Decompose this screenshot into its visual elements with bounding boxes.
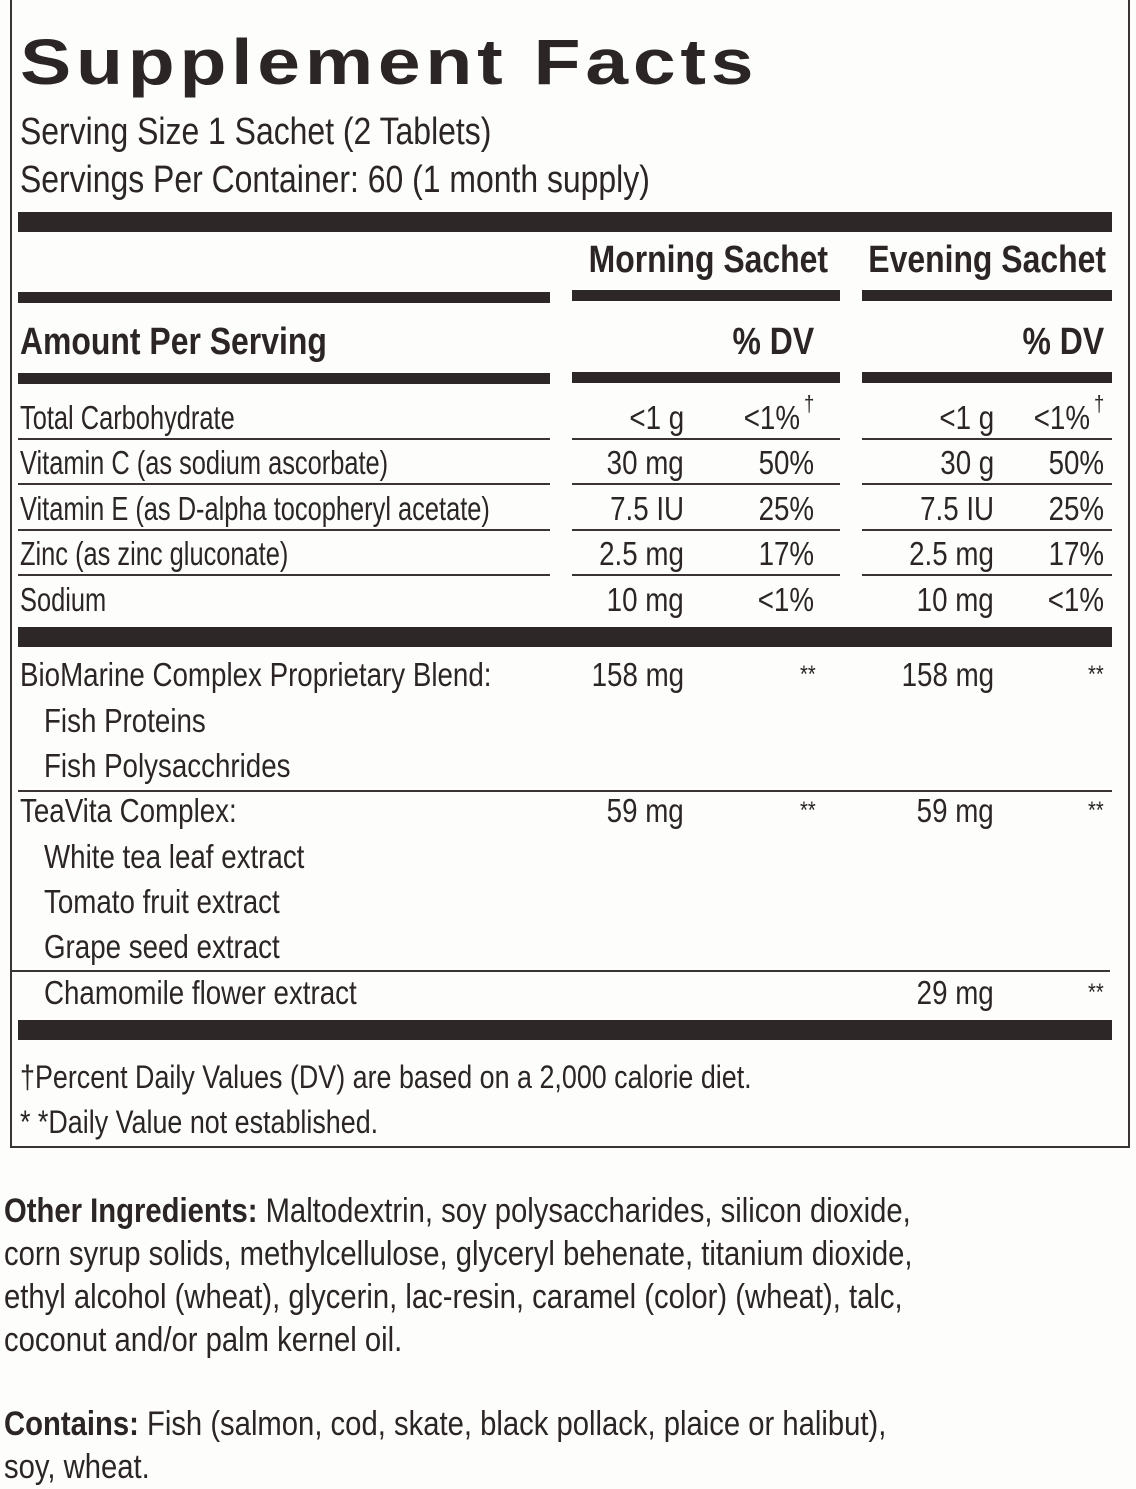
morning-dv: <1% <box>743 399 800 436</box>
row-divider <box>572 574 840 576</box>
nutrient-name: Vitamin E (as D-alpha tocopheryl acetate) <box>20 490 490 527</box>
serving-size: Serving Size 1 Sachet (2 Tablets) <box>20 111 492 153</box>
morning-amount: <1 g <box>629 399 684 436</box>
morning-amount: 2.5 mg <box>599 535 684 572</box>
contains-line: Fish (salmon, cod, skate, black pollack, plaice or halibut), <box>138 1405 887 1443</box>
morning-dv: ** <box>800 661 816 688</box>
row-divider <box>862 574 1112 576</box>
row-divider <box>12 970 1110 972</box>
evening-dv: ** <box>1088 797 1104 824</box>
blend-item: Fish Polysacchrides <box>44 747 291 784</box>
blend-item: Grape seed extract <box>44 928 280 965</box>
chamomile-name: Chamomile flower extract <box>44 974 357 1011</box>
evening-dv: <1% <box>1047 581 1104 618</box>
other-ingredients-line: ethyl alcohol (wheat), glycerin, lac-resin, caramel (color) (wheat), talc, <box>4 1278 903 1316</box>
morning-dv: <1% <box>757 581 814 618</box>
row-divider <box>18 483 550 485</box>
evening-dv: ** <box>1088 979 1104 1006</box>
thick-divider <box>18 1020 1112 1040</box>
evening-amount: 30 g <box>940 444 994 481</box>
divider <box>862 372 1112 383</box>
divider <box>862 290 1112 301</box>
evening-dv: 50% <box>1048 444 1104 481</box>
other-ingredients-line: coconut and/or palm kernel oil. <box>4 1321 403 1359</box>
evening-amount: 10 mg <box>916 581 994 618</box>
evening-dv: ** <box>1088 661 1104 688</box>
other-ingredients-line: Maltodextrin, soy polysaccharides, silicon dioxide, <box>257 1192 911 1230</box>
divider <box>572 372 840 383</box>
morning-amount: 10 mg <box>606 581 684 618</box>
amount-per-serving-label: Amount Per Serving <box>20 321 327 363</box>
contains-label: Contains: <box>4 1405 139 1443</box>
footnote-not-established: * *Daily Value not established. <box>20 1104 379 1140</box>
divider <box>18 373 550 384</box>
dagger-mark: † <box>804 391 815 416</box>
blend-item: Fish Proteins <box>44 702 206 739</box>
row-divider <box>862 438 1112 440</box>
evening-dv: 25% <box>1048 490 1104 527</box>
column-header-morning: Morning Sachet <box>588 239 828 281</box>
row-divider <box>18 438 550 440</box>
footnote-dv: †Percent Daily Values (DV) are based on a 2,000 calorie diet. <box>20 1059 752 1095</box>
evening-dv: 17% <box>1048 535 1104 572</box>
blend-name: BioMarine Complex Proprietary Blend: <box>20 656 492 693</box>
blend-item: Tomato fruit extract <box>44 883 280 920</box>
morning-dv: 50% <box>758 444 814 481</box>
thick-divider <box>18 627 1112 647</box>
nutrient-name: Vitamin C (as sodium ascorbate) <box>20 444 389 481</box>
other-ingredients-label: Other Ingredients: <box>4 1192 258 1230</box>
evening-amount: 2.5 mg <box>909 535 994 572</box>
contains-line: soy, wheat. <box>4 1448 150 1486</box>
row-divider <box>18 574 550 576</box>
divider <box>572 290 840 301</box>
row-divider <box>572 438 840 440</box>
morning-dv: ** <box>800 797 816 824</box>
nutrient-name: Sodium <box>20 581 107 618</box>
morning-dv-header: % DV <box>732 321 814 363</box>
thick-divider <box>18 212 1112 232</box>
other-ingredients-line: corn syrup solids, methylcellulose, glyceryl behenate, titanium dioxide, <box>4 1235 913 1273</box>
nutrient-name: Zinc (as zinc gluconate) <box>20 535 289 572</box>
evening-amount: 158 mg <box>901 656 994 693</box>
morning-amount: 158 mg <box>591 656 684 693</box>
evening-amount: 7.5 IU <box>920 490 994 527</box>
row-divider <box>18 529 550 531</box>
divider <box>18 292 550 303</box>
evening-amount: 59 mg <box>916 792 994 829</box>
contains-statement <box>4 1403 886 1489</box>
nutrient-name: Total Carbohydrate <box>20 399 235 436</box>
morning-amount: 7.5 IU <box>610 490 684 527</box>
morning-amount: 59 mg <box>606 792 684 829</box>
other-ingredients <box>4 1190 913 1362</box>
row-divider <box>572 483 840 485</box>
panel-title: Supplement Facts <box>20 26 759 98</box>
evening-amount: <1 g <box>939 399 994 436</box>
morning-amount: 30 mg <box>606 444 684 481</box>
row-divider <box>572 529 840 531</box>
servings-per-container: Servings Per Container: 60 (1 month supply) <box>20 159 650 201</box>
row-divider <box>862 529 1112 531</box>
morning-dv: 17% <box>758 535 814 572</box>
row-divider <box>862 483 1112 485</box>
morning-dv: 25% <box>758 490 814 527</box>
column-header-evening: Evening Sachet <box>868 239 1106 281</box>
evening-dv-header: % DV <box>1022 321 1104 363</box>
blend-item: White tea leaf extract <box>44 838 305 875</box>
evening-dv: <1% <box>1033 399 1090 436</box>
evening-amount: 29 mg <box>916 974 994 1011</box>
blend-name: TeaVita Complex: <box>20 792 237 829</box>
dagger-mark: † <box>1094 391 1105 416</box>
